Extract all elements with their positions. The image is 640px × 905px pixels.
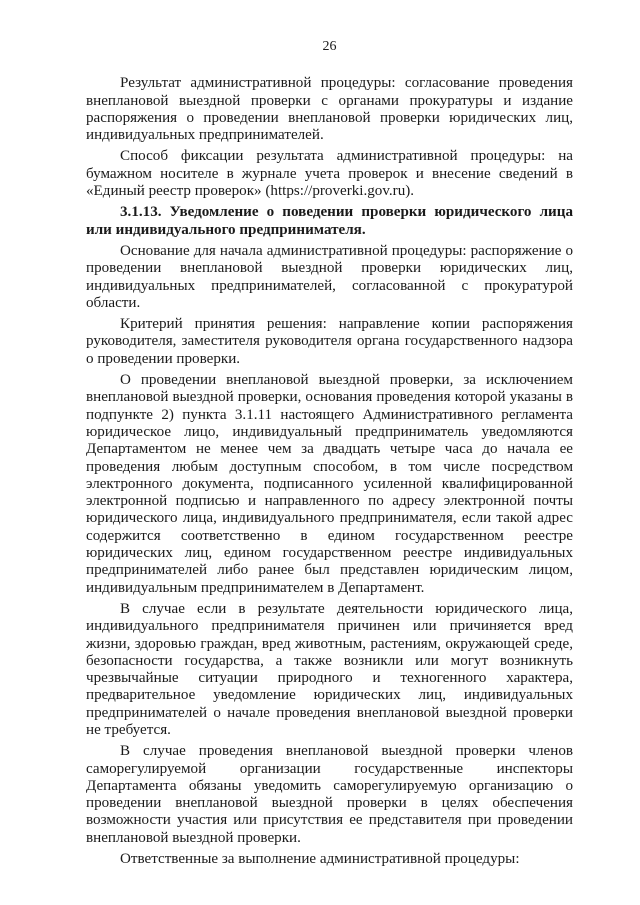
paragraph-harm-case: В случае если в результате деятельности юридического лица, индивидуального предпринимателя причинен или причиняется вред жизни, здоровью граждан, вред животным, растениям, окружающей среде, безопасности государства, а также возникли или могут возникнуть чрезвычайные ситуации природного и техногенного характера, предварительное уведомление юридических лиц, индивидуальных предпринимателей о начале проведения внеплановой выездной проверки не требуется. xyxy=(86,600,573,738)
section-heading: 3.1.13. Уведомление о поведении проверки юридического лица или индивидуального предпринимателя. xyxy=(86,204,573,238)
paragraph-responsible: Ответственные за выполнение административной процедуры: xyxy=(120,851,520,868)
paragraph-criterion: Критерий принятия решения: направление копии распоряжения руководителя, заместителя руководителя органа государственного надзора о проведении проверки. xyxy=(86,316,573,367)
page-number: 26 xyxy=(322,39,337,54)
paragraph-basis: Основание для начала административной процедуры: распоряжение о проведении внеплановой выездной проверки юридических лиц, индивидуальных предпринимателей, согласованной с прокуратурой области. xyxy=(86,242,573,311)
paragraph-sro-case: В случае проведения внеплановой выездной проверки членов саморегулируемой организации государственные инспекторы Департамента обязаны уведомить саморегулируемую организацию о проведении внеплановой выездной проверки в целях обеспечения возможности участия или присутствия ее представителя при проведении внеплановой выездной проверки. xyxy=(86,743,573,846)
paragraph-fixation: Способ фиксации результата административной процедуры: на бумажном носителе в журнале учета проверок и внесение сведений в «Единый реестр проверок» (https://proverki.gov.ru). xyxy=(86,148,573,200)
paragraph-result: Результат административной процедуры: согласование проведения внеплановой выездной проверки с органами прокуратуры и издание распоряжения о проведении внеплановой проверки юридических лиц, индивидуальных предпринимателей. xyxy=(86,75,573,144)
paragraph-notification: О проведении внеплановой выездной проверки, за исключением внеплановой выездной проверки, основания проведения которой указаны в подпункте 2) пункта 3.1.11 настоящего Административного регламента юридическое лицо, индивидуальный предприниматель уведомляются Департаментом не менее чем за двадцать четыре часа до начала ее проведения любым доступным способом, в том числе посредством электронного документа, подписанного усиленной квалифицированной электронной подписью и направленного по адресу электронной почты юридического лица, индивидуального предпринимателя, если такой адрес содержится соответственно в едином государственном реестре юридических лиц, едином государственном реестре индивидуальных предпринимателей либо ранее был представлен юридическим лицом, индивидуальным предпринимателем в Департамент. xyxy=(86,372,573,596)
